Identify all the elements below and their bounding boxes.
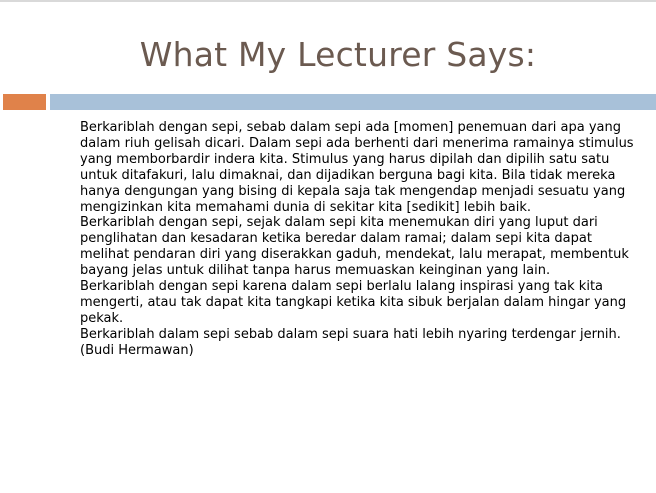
body-paragraph: Berkariblah dengan sepi karena dalam sepi berlalu lalang inspirasi yang tak kita mengerti, atau tak dapat kita tangkapi ketika kita sibuk berjalan dalam hingar yang pekak. [80, 279, 627, 326]
body-paragraph: Berkariblah dengan sepi, sebab dalam sepi ada [momen] penemuan dari apa yang dalam riuh gelisah dicari. Dalam sepi ada berhenti dari menerima ramainya stimulus yang memborbardir indera kita. Stimulus yang harus dipilah dan dipilih satu satu untuk ditafakuri, lalu dimaknai, dan dijadikan berguna bagi kita. Bila tidak mereka hanya dengungan yang bising di kepala saja tak mengendap menjadi sesuatu yang mengizinkan kita memahami dunia di sekitar kita [sedikit] lebih baik. [80, 120, 634, 215]
slide-title: What My Lecturer Says: [139, 35, 537, 74]
slide-body [80, 120, 640, 359]
body-paragraph: Berkariblah dengan sepi, sejak dalam sepi kita menemukan diri yang luput dari penglihatan dan kesadaran ketika beredar dalam ramai; dalam sepi kita dapat melihat pendaran diri yang diserakkan gaduh, mendekat, lalu merapat, membentuk bayang jelas untuk dilihat tanpa harus memuaskan keinginan yang lain. [80, 215, 629, 279]
accent-band-orange [3, 94, 46, 110]
accent-band-blue [50, 94, 656, 110]
slide-top-edge [0, 0, 656, 2]
body-paragraph: Berkariblah dalam sepi sebab dalam sepi suara hati lebih nyaring terdengar jernih. (Budi Hermawan) [80, 326, 621, 358]
